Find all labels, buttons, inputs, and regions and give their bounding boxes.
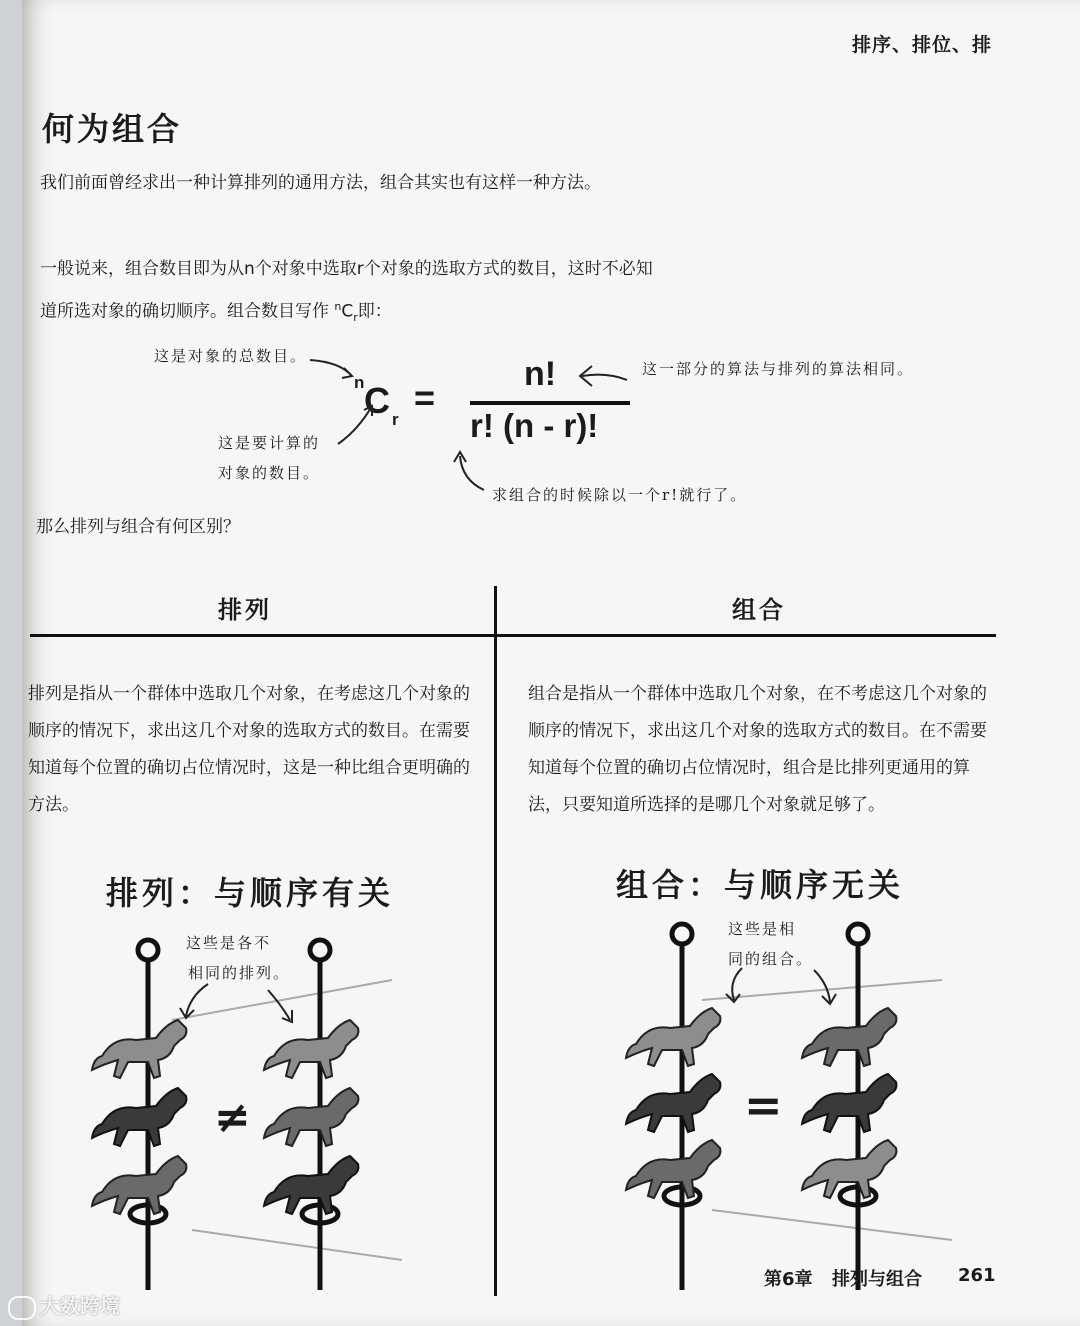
perm-pole-1-horse-light — [92, 1020, 186, 1078]
permutation-note-line1: 这些是各不 — [186, 934, 272, 952]
perm-pole-1-horse-dark — [92, 1088, 186, 1146]
footer-chapter: 第6章 — [764, 1269, 813, 1290]
formula-denominator: r! (n - r)! — [470, 407, 599, 444]
permutation-note-line2: 相同的排列。 — [188, 964, 291, 982]
perm-note-arrow-left — [180, 984, 208, 1018]
perm-pole-2 — [264, 940, 358, 1290]
formula-sub: r — [392, 410, 399, 429]
permutation-pic-title: 排列：与顺序有关 — [106, 874, 395, 912]
footer-page-number: 261 — [958, 1265, 996, 1286]
perm-pole-2-horse-mid — [264, 1088, 358, 1146]
comb-pole-2-horse-dark — [802, 1074, 896, 1132]
section-title: 何为组合 — [42, 110, 183, 148]
formula-equals: = — [414, 377, 436, 418]
formula-c: C — [364, 380, 390, 421]
question-line: 那么排列与组合有何区别？ — [36, 517, 240, 537]
combination-text: 组合是指从一个群体中选取几个对象，在不考虑这几个对象的顺序的情况下，求出这几个对象的选取方式的数目。在不需要知道每个位置的确切占位情况时，组合是比排列更通用的算法，只要知道所选择的是哪几个对象就足够了。 — [528, 684, 987, 815]
combination-pic-title: 组合：与顺序无关 — [616, 866, 905, 904]
definition-sub: r — [353, 311, 358, 325]
comb-pole-1 — [626, 924, 720, 1290]
combination-note-line1: 这些是相 — [728, 920, 797, 938]
annotation-divide: 求组合的时候除以一个r!就行了。 — [492, 486, 748, 504]
annotation-select-line2: 对象的数目。 — [218, 464, 321, 482]
watermark-logo-icon — [8, 1296, 36, 1320]
footer-chapter-title: 排列与组合 — [832, 1269, 922, 1290]
running-head: 排序、排位、排 — [851, 34, 992, 56]
definition-tail: 即： — [357, 301, 392, 322]
comb-pole-2-horse-mid — [802, 1008, 896, 1066]
equal-symbol: = — [744, 1078, 783, 1132]
intro-paragraph: 我们前面曾经求出一种计算排列的通用方法，组合其实也有这样一种方法。 — [40, 173, 601, 193]
comb-pole-1-horse-dark — [626, 1074, 720, 1132]
book-page — [22, 0, 1080, 1326]
definition-sup: n — [334, 300, 342, 313]
permutation-heading: 排列 — [218, 596, 272, 624]
definition-c: C — [341, 301, 354, 322]
annotation-select-line1: 这是要计算的 — [218, 434, 321, 452]
annotation-same: 这一部分的算法与排列的算法相同。 — [642, 360, 915, 378]
watermark — [0, 1290, 120, 1320]
watermark-text: 大数跨境 — [40, 1294, 120, 1318]
annotation-total: 这是对象的总数目。 — [154, 347, 308, 365]
comb-pole-2 — [802, 924, 896, 1290]
combination-heading: 组合 — [732, 596, 786, 624]
comb-pole-1-horse-light — [626, 1008, 720, 1066]
combination-note-line2: 同的组合。 — [728, 950, 814, 968]
definition-text: 一般说来，组合数目即为从n个对象中选取r个对象的选取方式的数目，这时不必知道所选对象的确切顺序。组合数目写作 — [40, 259, 653, 322]
formula-sup: n — [354, 373, 365, 392]
perm-pole-1 — [92, 940, 186, 1290]
carousel-illustrations — [22, 0, 1080, 1326]
perm-note-arrow-right — [268, 990, 292, 1022]
formula-numerator: n! — [524, 355, 557, 393]
not-equal-symbol: ≠ — [214, 1092, 251, 1143]
perm-pole-2-horse-light — [264, 1020, 358, 1078]
permutation-text: 排列是指从一个群体中选取几个对象，在考虑这几个对象的顺序的情况下，求出这几个对象的选取方式的数目。在需要知道每个位置的确切占位情况时，这是一种比组合更明确的方法。 — [28, 684, 470, 815]
comb-note-arrow-right — [814, 970, 836, 1004]
